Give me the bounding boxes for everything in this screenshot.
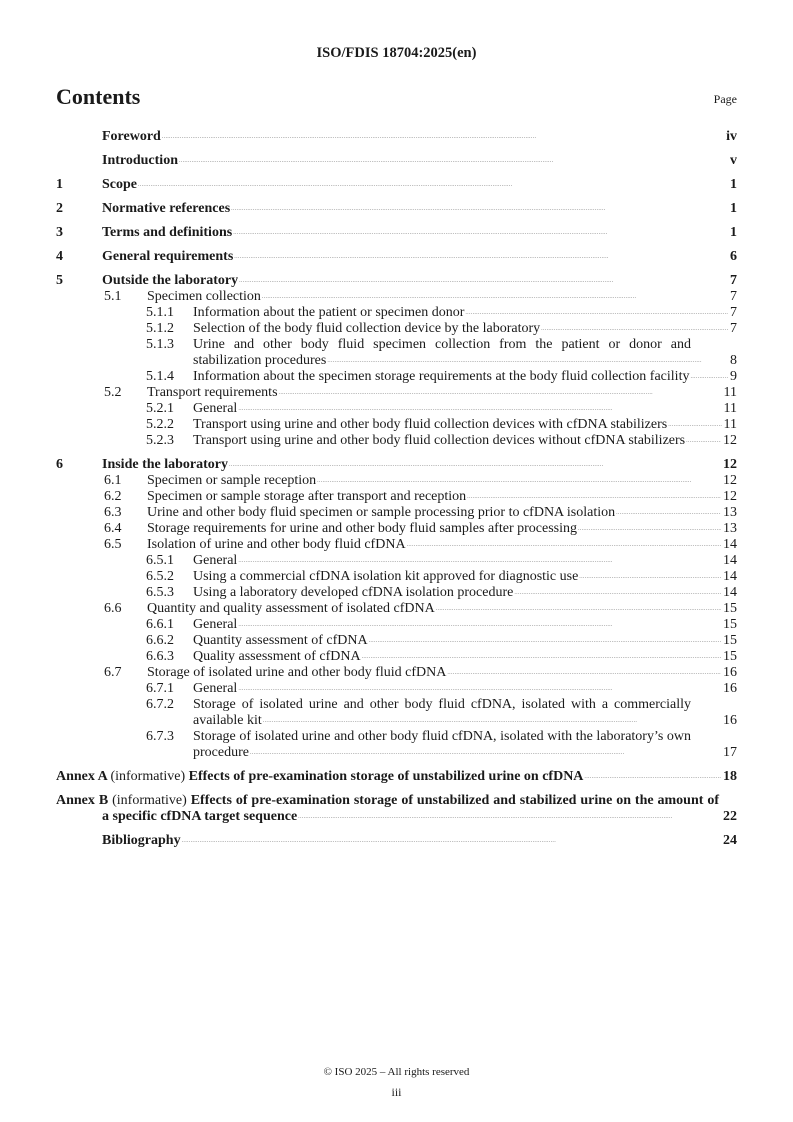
toc-entry-title-text: Information about the patient or specimen donor bbox=[193, 305, 465, 320]
toc-entry-body bbox=[102, 201, 737, 217]
toc-entry-number: 6.3 bbox=[104, 505, 122, 520]
toc-entry[interactable] bbox=[56, 793, 737, 825]
toc-entry-number: 5.1.2 bbox=[146, 321, 174, 336]
toc-entry-title[interactable] bbox=[193, 569, 578, 584]
toc-entry[interactable] bbox=[56, 473, 737, 489]
toc-entry-page[interactable]: 14 bbox=[723, 569, 737, 584]
toc-entry[interactable] bbox=[56, 369, 737, 385]
toc-entry-number: 6.7.2 bbox=[146, 697, 174, 712]
toc-entry-title[interactable] bbox=[102, 273, 238, 288]
toc-entry-body bbox=[102, 457, 737, 473]
toc-entry[interactable] bbox=[56, 385, 737, 401]
toc-entry-body bbox=[193, 401, 737, 417]
annex-label: Annex B bbox=[56, 793, 109, 808]
toc-entry-title-text: Specimen or sample reception bbox=[147, 473, 317, 488]
toc-entry-page[interactable]: 11 bbox=[723, 417, 737, 432]
toc-entry-number: 5.1.4 bbox=[146, 369, 174, 384]
toc-entry-title-text: Transport using urine and other body fluid collection devices without cfDNA stabilizers bbox=[193, 433, 686, 448]
toc-entry-title[interactable] bbox=[193, 401, 237, 416]
toc-entry[interactable] bbox=[56, 633, 737, 649]
table-of-contents bbox=[56, 129, 737, 849]
toc-entry-body bbox=[147, 289, 737, 305]
toc-entry-title[interactable] bbox=[102, 249, 233, 264]
toc-entry-body bbox=[147, 489, 737, 505]
toc-entry-title-text: Foreword bbox=[102, 129, 161, 144]
toc-entry-title[interactable] bbox=[147, 521, 577, 536]
toc-entry-title[interactable] bbox=[102, 201, 230, 216]
toc-entry-body bbox=[193, 433, 737, 449]
toc-entry-title-text: Quantity assessment of cfDNA bbox=[193, 633, 368, 648]
toc-entry-page[interactable]: 12 bbox=[723, 473, 737, 488]
toc-entry-number: 6.6.3 bbox=[146, 649, 174, 664]
page-column-label: Page bbox=[713, 92, 737, 106]
toc-entry[interactable] bbox=[56, 273, 737, 289]
toc-entry-title[interactable] bbox=[56, 769, 583, 784]
toc-entry-number: 5 bbox=[56, 273, 63, 288]
toc-entry[interactable] bbox=[56, 153, 737, 169]
toc-entry-body bbox=[102, 833, 737, 849]
toc-entry-body bbox=[193, 649, 737, 665]
toc-entry-title-text: Urine and other body fluid specimen or sample processing prior to cfDNA isolation bbox=[147, 505, 616, 520]
toc-entry-page[interactable]: 16 bbox=[723, 665, 737, 680]
toc-entry-number: 6.5.3 bbox=[146, 585, 174, 600]
toc-entry[interactable] bbox=[56, 553, 737, 569]
annex-type: (informative) bbox=[110, 769, 186, 784]
toc-entry-title[interactable] bbox=[193, 337, 691, 368]
annex-title: Effects of pre-examination storage of unstabilized urine on cfDNA bbox=[188, 769, 584, 784]
toc-entry-page[interactable]: 17 bbox=[723, 745, 737, 760]
toc-entry-title[interactable] bbox=[193, 369, 689, 384]
toc-entry-title-text: Isolation of urine and other body fluid cfDNA bbox=[147, 537, 406, 552]
toc-entry-title-text: Introduction bbox=[102, 153, 178, 168]
toc-entry-title[interactable] bbox=[56, 793, 719, 824]
page-title: Contents bbox=[56, 84, 141, 109]
toc-entry-number: 1 bbox=[56, 177, 63, 192]
toc-entry-page[interactable]: 18 bbox=[723, 769, 737, 784]
toc-entry-title-text: Storage of isolated urine and other body fluid cfDNA, isolated with the laboratory’s own procedure bbox=[193, 729, 691, 760]
toc-entry-body bbox=[193, 569, 737, 585]
toc-entry[interactable] bbox=[56, 289, 737, 305]
toc-entry[interactable] bbox=[56, 177, 737, 193]
toc-entry-body bbox=[102, 129, 737, 145]
toc-entry-body bbox=[147, 601, 737, 617]
toc-entry[interactable] bbox=[56, 601, 737, 617]
annex-type: (informative) bbox=[112, 793, 187, 808]
toc-entry-title[interactable] bbox=[102, 177, 137, 192]
toc-entry-page[interactable]: 1 bbox=[730, 225, 737, 240]
toc-entry-title[interactable] bbox=[102, 457, 228, 472]
toc-entry[interactable] bbox=[56, 321, 737, 337]
toc-entry-page[interactable]: 12 bbox=[723, 489, 737, 504]
toc-entry-page[interactable]: 22 bbox=[723, 809, 737, 824]
toc-entry-title[interactable] bbox=[193, 697, 691, 728]
toc-entry-title[interactable] bbox=[147, 473, 316, 488]
document-id-header: ISO/FDIS 18704:2025(en) bbox=[316, 45, 477, 61]
toc-entry[interactable] bbox=[56, 697, 737, 729]
toc-entry-page[interactable]: 1 bbox=[730, 201, 737, 216]
toc-entry-title-text: Quality assessment of cfDNA bbox=[193, 649, 361, 664]
toc-entry-page[interactable]: 15 bbox=[723, 601, 737, 616]
toc-entry-page[interactable]: 9 bbox=[730, 369, 737, 384]
toc-entry-body bbox=[102, 153, 737, 169]
toc-entry-title[interactable] bbox=[193, 633, 368, 648]
toc-entry-page[interactable]: 13 bbox=[723, 521, 737, 536]
toc-entry-page[interactable]: 16 bbox=[723, 713, 737, 728]
toc-entry-number: 6 bbox=[56, 457, 63, 472]
toc-entry-body bbox=[193, 633, 737, 649]
toc-entry[interactable] bbox=[56, 617, 737, 633]
toc-entry-number: 5.1.3 bbox=[146, 337, 174, 352]
toc-entry-title[interactable] bbox=[193, 729, 691, 760]
toc-entry-number: 5.2 bbox=[104, 385, 122, 400]
toc-entry[interactable] bbox=[56, 521, 737, 537]
toc-entry-body bbox=[147, 521, 737, 537]
toc-entry-number: 6.5 bbox=[104, 537, 122, 552]
toc-entry[interactable] bbox=[56, 569, 737, 585]
toc-entry-title[interactable] bbox=[193, 681, 237, 696]
toc-entry-page[interactable]: 12 bbox=[723, 457, 737, 472]
toc-entry-title[interactable] bbox=[193, 305, 464, 320]
toc-entry-title-text: Transport requirements bbox=[147, 385, 278, 400]
toc-entry-body bbox=[102, 273, 737, 289]
toc-entry-body bbox=[193, 617, 737, 633]
toc-entry[interactable] bbox=[56, 305, 737, 321]
toc-entry[interactable] bbox=[56, 769, 737, 785]
toc-entry-body bbox=[193, 321, 737, 337]
toc-entry-body bbox=[147, 665, 737, 681]
toc-entry-title[interactable] bbox=[147, 665, 446, 680]
toc-entry-title-text: Storage of isolated urine and other body fluid cfDNA bbox=[147, 665, 447, 680]
toc-entry-title[interactable] bbox=[193, 585, 513, 600]
toc-entry-title[interactable] bbox=[102, 225, 232, 240]
toc-entry[interactable] bbox=[56, 665, 737, 681]
toc-entry[interactable] bbox=[56, 225, 737, 241]
toc-entry-number: 4 bbox=[56, 249, 63, 264]
toc-entry-number: 6.6.2 bbox=[146, 633, 174, 648]
toc-entry-title-text: Selection of the body fluid collection device by the laboratory bbox=[193, 321, 541, 336]
toc-entry-body bbox=[102, 249, 737, 265]
toc-entry-title[interactable] bbox=[102, 129, 161, 144]
toc-entry-number: 6.2 bbox=[104, 489, 122, 504]
toc-entry-title-text: General requirements bbox=[102, 249, 234, 264]
toc-entry-page[interactable]: 7 bbox=[730, 305, 737, 320]
toc-entry-page[interactable]: v bbox=[730, 153, 737, 168]
toc-entry-number: 5.2.1 bbox=[146, 401, 174, 416]
toc-entry[interactable] bbox=[56, 401, 737, 417]
toc-entry-title[interactable] bbox=[193, 417, 667, 432]
toc-entry-title-text: Storage of isolated urine and other body fluid cfDNA, isolated with a commercially available kit bbox=[193, 697, 691, 728]
toc-entry-number bbox=[56, 833, 102, 849]
toc-entry-title-text: Storage requirements for urine and other body fluid samples after processing bbox=[147, 521, 577, 536]
toc-entry-number: 6.5.1 bbox=[146, 553, 174, 568]
toc-entry[interactable] bbox=[56, 457, 737, 473]
toc-entry-number: 5.1.1 bbox=[146, 305, 174, 320]
toc-entry[interactable] bbox=[56, 489, 737, 505]
toc-entry-title[interactable] bbox=[147, 505, 615, 520]
toc-entry[interactable] bbox=[56, 337, 737, 369]
toc-entry-page[interactable]: 12 bbox=[723, 433, 737, 448]
toc-entry-page[interactable]: 14 bbox=[723, 553, 737, 568]
toc-entry-number: 6.4 bbox=[104, 521, 122, 536]
toc-entry-body bbox=[56, 793, 737, 825]
toc-entry-page[interactable]: 11 bbox=[723, 401, 737, 416]
toc-entry-page[interactable]: 7 bbox=[730, 289, 737, 304]
toc-entry[interactable] bbox=[56, 681, 737, 697]
toc-entry-title-text: Using a laboratory developed cfDNA isolation procedure bbox=[193, 585, 514, 600]
toc-entry-title[interactable] bbox=[147, 601, 435, 616]
toc-entry-body bbox=[193, 417, 737, 433]
toc-entry-title-text: Information about the specimen storage requirements at the body fluid collection facility bbox=[193, 369, 690, 384]
toc-entry-body bbox=[193, 553, 737, 569]
toc-entry-page[interactable]: 8 bbox=[730, 353, 737, 368]
toc-entry-title[interactable] bbox=[147, 289, 261, 304]
toc-entry-title[interactable] bbox=[102, 153, 178, 168]
toc-entry-title[interactable] bbox=[102, 833, 181, 848]
toc-entry-number: 5.2.2 bbox=[146, 417, 174, 432]
toc-entry-number: 6.1 bbox=[104, 473, 122, 488]
toc-entry[interactable] bbox=[56, 505, 737, 521]
toc-entry[interactable] bbox=[56, 249, 737, 265]
toc-entry-number: 2 bbox=[56, 201, 63, 216]
toc-entry-page[interactable]: 15 bbox=[723, 617, 737, 632]
toc-entry-number: 6.7 bbox=[104, 665, 122, 680]
toc-entry[interactable] bbox=[56, 433, 737, 449]
toc-entry-title-text: General bbox=[193, 681, 238, 696]
toc-entry-number: 5.1 bbox=[104, 289, 122, 304]
toc-entry-number: 6.5.2 bbox=[146, 569, 174, 584]
annex-label: Annex A bbox=[56, 769, 107, 784]
toc-entry[interactable] bbox=[56, 585, 737, 601]
toc-entry-title[interactable] bbox=[147, 385, 278, 400]
toc-entry-page[interactable]: 15 bbox=[723, 633, 737, 648]
toc-entry-body bbox=[193, 337, 737, 369]
toc-entry-title[interactable] bbox=[147, 489, 466, 504]
toc-entry-body bbox=[193, 369, 737, 385]
toc-entry-body bbox=[193, 729, 737, 761]
toc-entry-title-text: Specimen or sample storage after transport and reception bbox=[147, 489, 467, 504]
toc-entry-title-text: Scope bbox=[102, 177, 137, 192]
toc-entry-title-text: Inside the laboratory bbox=[102, 457, 228, 472]
toc-entry-title-text: Bibliography bbox=[102, 833, 181, 848]
toc-entry-title[interactable] bbox=[193, 553, 237, 568]
toc-entry-page[interactable]: 11 bbox=[723, 385, 737, 400]
toc-entry-number: 6.7.1 bbox=[146, 681, 174, 696]
annex-title: Effects of pre-examination storage of unstabilized and stabilized urine on the amount of a specific cfDNA target sequence bbox=[102, 793, 720, 824]
page-number: iii bbox=[391, 1085, 402, 1099]
toc-entry[interactable] bbox=[56, 417, 737, 433]
toc-entry-title[interactable] bbox=[193, 649, 361, 664]
toc-entry-number: 6.7.3 bbox=[146, 729, 174, 744]
toc-entry-page[interactable]: iv bbox=[726, 129, 737, 144]
toc-entry-page[interactable]: 14 bbox=[723, 585, 737, 600]
toc-entry-page[interactable]: 15 bbox=[723, 649, 737, 664]
toc-entry[interactable] bbox=[56, 649, 737, 665]
toc-entry-page[interactable]: 6 bbox=[730, 249, 737, 264]
toc-entry-title-text: Using a commercial cfDNA isolation kit approved for diagnostic use bbox=[193, 569, 579, 584]
toc-entry-number: 3 bbox=[56, 225, 63, 240]
toc-entry-page[interactable]: 7 bbox=[730, 321, 737, 336]
toc-entry-body bbox=[147, 473, 737, 489]
toc-entry-title-text: Transport using urine and other body fluid collection devices with cfDNA stabilizers bbox=[193, 417, 668, 432]
toc-entry-number bbox=[56, 129, 102, 145]
toc-entry-body bbox=[147, 505, 737, 521]
toc-entry-title[interactable] bbox=[193, 617, 237, 632]
toc-entry-page[interactable]: 24 bbox=[723, 833, 737, 848]
toc-entry-title[interactable] bbox=[147, 537, 406, 552]
toc-entry-number: 5.2.3 bbox=[146, 433, 174, 448]
toc-entry-body bbox=[193, 305, 737, 321]
toc-entry-title-text: Normative references bbox=[102, 201, 231, 216]
toc-entry-body bbox=[193, 585, 737, 601]
toc-entry[interactable] bbox=[56, 129, 737, 145]
toc-entry-title-text: Terms and definitions bbox=[102, 225, 233, 240]
toc-entry-body bbox=[147, 385, 737, 401]
toc-entry-page[interactable]: 14 bbox=[723, 537, 737, 552]
copyright-footer: © ISO 2025 – All rights reserved bbox=[323, 1066, 470, 1078]
toc-entry-body bbox=[193, 681, 737, 697]
toc-entry-body bbox=[147, 537, 737, 553]
toc-entry-page[interactable]: 1 bbox=[730, 177, 737, 192]
toc-entry-number: 6.6 bbox=[104, 601, 122, 616]
toc-entry-number bbox=[56, 153, 102, 169]
toc-entry-page[interactable]: 7 bbox=[730, 273, 737, 288]
toc-entry-body bbox=[102, 225, 737, 241]
toc-entry-title-text: Outside the laboratory bbox=[102, 273, 239, 288]
toc-entry-title-text: General bbox=[193, 401, 238, 416]
toc-entry[interactable] bbox=[56, 201, 737, 217]
toc-entry-number: 6.6.1 bbox=[146, 617, 174, 632]
toc-entry-body bbox=[193, 697, 737, 729]
toc-entry-title[interactable] bbox=[193, 321, 540, 336]
toc-entry-title-text: Urine and other body fluid specimen collection from the patient or donor and stabilization procedures bbox=[193, 337, 691, 368]
toc-entry[interactable] bbox=[56, 833, 737, 849]
toc-entry-page[interactable]: 16 bbox=[723, 681, 737, 696]
toc-entry-title-text: General bbox=[193, 553, 238, 568]
toc-entry-page[interactable]: 13 bbox=[723, 505, 737, 520]
toc-entry[interactable] bbox=[56, 729, 737, 761]
toc-entry-title-text: Quantity and quality assessment of isolated cfDNA bbox=[147, 601, 435, 616]
toc-entry-title-text: General bbox=[193, 617, 238, 632]
toc-entry-body bbox=[56, 769, 737, 785]
toc-entry-title[interactable] bbox=[193, 433, 685, 448]
toc-entry[interactable] bbox=[56, 537, 737, 553]
toc-entry-title-text: Specimen collection bbox=[147, 289, 261, 304]
toc-entry-body bbox=[102, 177, 737, 193]
